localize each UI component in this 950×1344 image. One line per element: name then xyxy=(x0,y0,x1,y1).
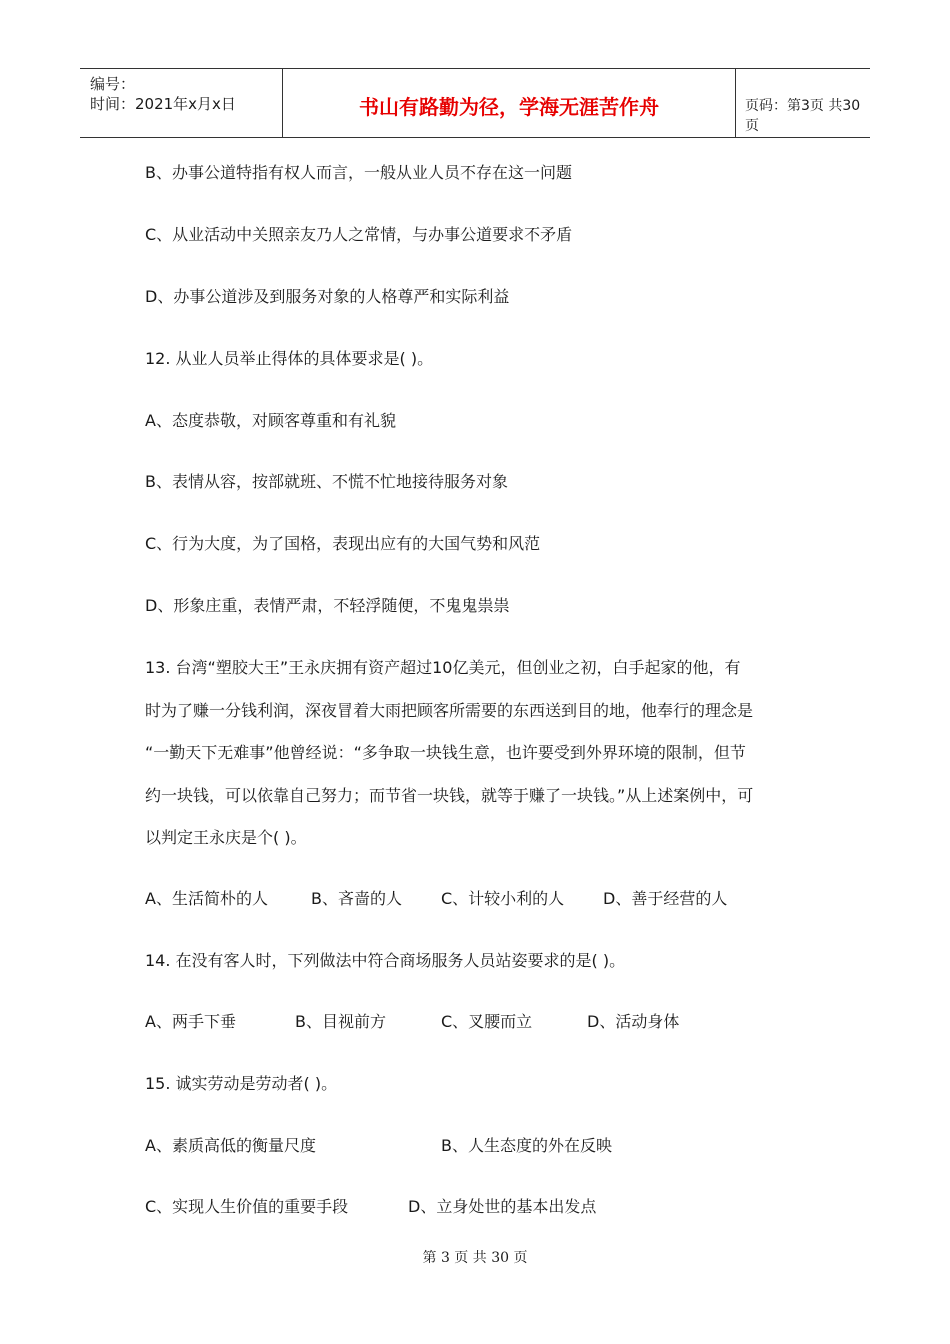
number-label: 编号： xyxy=(90,75,136,93)
header-motto-cell xyxy=(282,69,736,137)
q13-stem-line: 以判定王永庆是个( )。 xyxy=(145,828,307,847)
q11-option-d: D、办事公道涉及到服务对象的人格尊严和实际利益 xyxy=(145,287,510,306)
header-page-cell xyxy=(735,69,870,137)
q13-option-c: C、计较小利的人 xyxy=(441,889,565,908)
header-meta-cell xyxy=(80,69,282,137)
q15-stem: 15. 诚实劳动是劳动者( )。 xyxy=(145,1074,338,1093)
q12-option-b: B、表情从容，按部就班、不慌不忙地接待服务对象 xyxy=(145,472,508,491)
q15-option-a: A、素质高低的衡量尺度 xyxy=(145,1136,316,1155)
q12-option-a: A、态度恭敬，对顾客尊重和有礼貌 xyxy=(145,411,396,430)
q12-stem: 12. 从业人员举止得体的具体要求是( )。 xyxy=(145,349,434,368)
q14-option-a: A、两手下垂 xyxy=(145,1012,236,1031)
q15-option-b: B、人生态度的外在反映 xyxy=(441,1136,612,1155)
q14-option-b: B、目视前方 xyxy=(295,1012,386,1031)
q12-option-d: D、形象庄重，表情严肃，不轻浮随便，不鬼鬼祟祟 xyxy=(145,596,510,615)
q13-stem-line: “一勤天下无难事”他曾经说：“多争取一块钱生意，也许要受到外界环境的限制，但节 xyxy=(145,743,746,762)
q13-option-d: D、善于经营的人 xyxy=(603,889,728,908)
q15-option-d: D、立身处世的基本出发点 xyxy=(408,1197,597,1216)
q13-stem-line: 时为了赚一分钱利润，深夜冒着大雨把顾客所需要的东西送到目的地，他奉行的理念是 xyxy=(145,701,754,720)
q13-stem-line: 约一块钱，可以依靠自己努力；而节省一块钱，就等于赚了一块钱。”从上述案例中，可 xyxy=(145,786,754,805)
page-header xyxy=(80,68,870,138)
q11-option-b: B、办事公道特指有权人而言，一般从业人员不存在这一问题 xyxy=(145,163,572,182)
q12-option-c: C、行为大度，为了国格，表现出应有的大国气势和风范 xyxy=(145,534,541,553)
q13-option-a: A、生活简朴的人 xyxy=(145,889,268,908)
q14-stem: 14. 在没有客人时，下列做法中符合商场服务人员站姿要求的是( )。 xyxy=(145,951,626,970)
q14-option-c: C、叉腰而立 xyxy=(441,1012,533,1031)
page-footer: 第 3 页 共 30 页 xyxy=(422,1250,528,1266)
q15-option-c: C、实现人生价值的重要手段 xyxy=(145,1197,349,1216)
motto: 书山有路勤为径，学海无涯苦作舟 xyxy=(359,95,659,119)
q11-option-c: C、从业活动中关照亲友乃人之常情，与办事公道要求不矛盾 xyxy=(145,225,573,244)
q14-option-d: D、活动身体 xyxy=(587,1012,680,1031)
q13-stem-line: 13. 台湾“塑胶大王”王永庆拥有资产超过10亿美元，但创业之初，白手起家的他，有 xyxy=(145,658,741,677)
date-label: 时间：2021年x月x日 xyxy=(90,95,236,113)
q13-option-b: B、吝啬的人 xyxy=(311,889,402,908)
header-page-label: 页码：第3页 共30页 xyxy=(745,98,861,134)
